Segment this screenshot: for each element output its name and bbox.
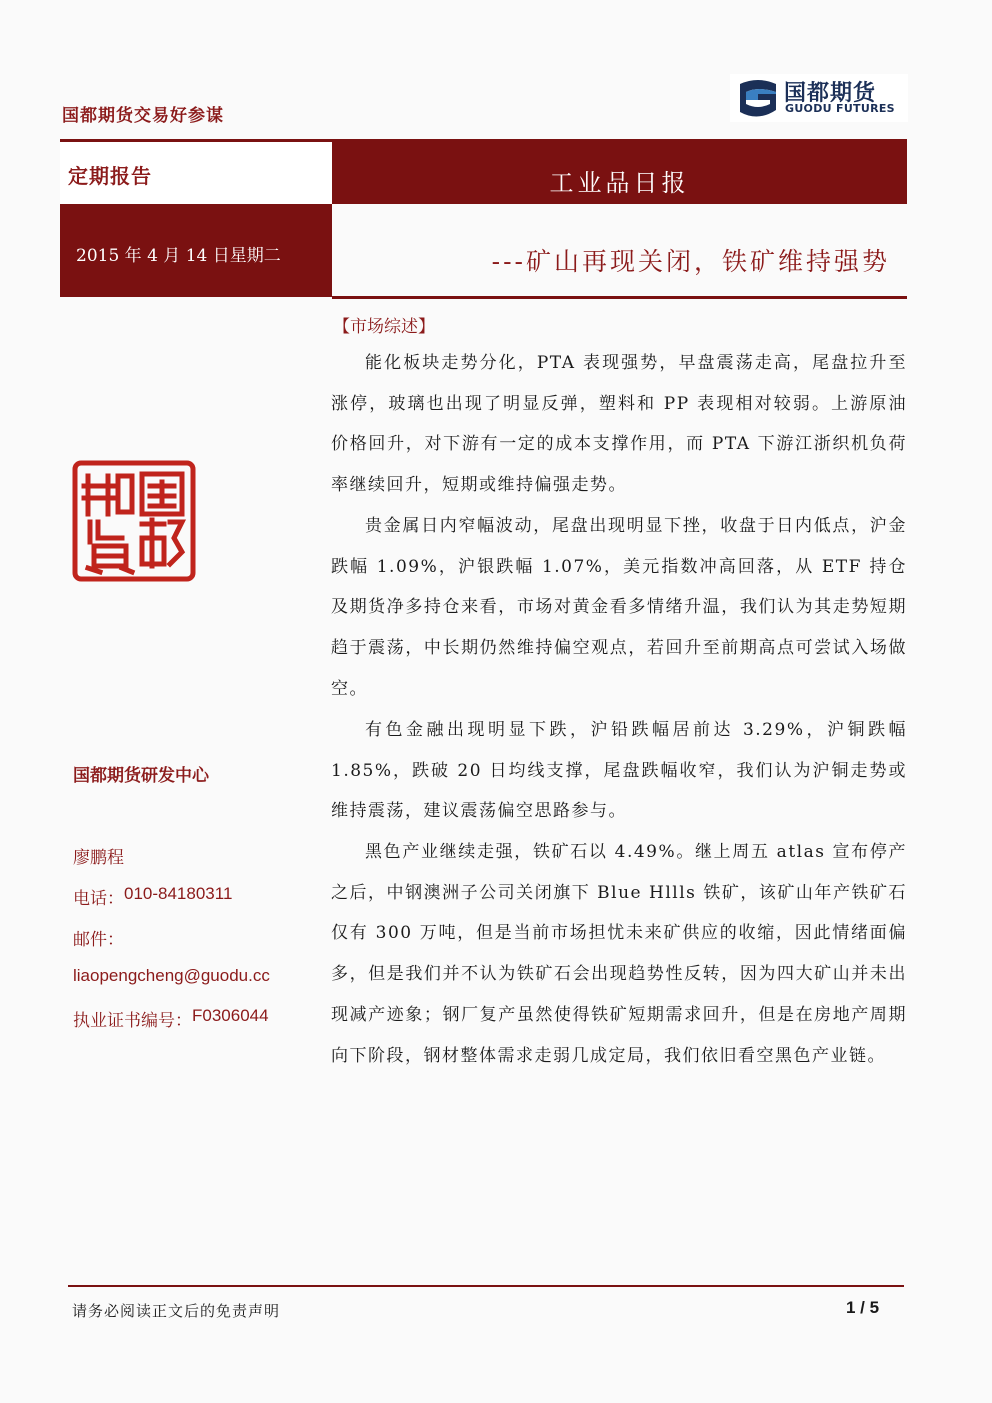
logo-chinese-name: 国都期货 bbox=[784, 81, 877, 106]
report-title: 工业品日报 bbox=[549, 169, 690, 197]
paragraph-nonferrous-metals: 有色金融出现明显下跌，沪铅跌幅居前达 3.29%，沪铜跌幅 1.85%，跌破 20 日均线支撑，尾盘跌幅收窄，我们认为沪铜走势或维持震荡，建议震荡偏空思路参与。 bbox=[331, 720, 907, 822]
email-label: 邮件： bbox=[73, 930, 124, 950]
analyst-name: 廖鹏程 bbox=[73, 848, 124, 868]
subtitle-rule bbox=[332, 296, 907, 299]
research-center-name: 国都期货研发中心 bbox=[73, 766, 209, 786]
email-address[interactable]: liaopengcheng@guodu.cc bbox=[73, 966, 270, 985]
certificate-number: F0306044 bbox=[192, 1006, 269, 1025]
paragraph-ferrous-industry: 黑色产业继续走强，铁矿石以 4.49%。继上周五 atlas 宣布停产之后，中钢澳洲子公司关闭旗下 Blue Hllls 铁矿，该矿山年产铁矿石仅有 300 万吨，但是当前市场担忧未来矿供应的收缩，因此情绪面偏多，但是我们并不认为铁矿石会出现趋势性反转，因为四大矿山并未出现减产迹象；钢厂复产虽然使得铁矿短期需求回升，但是在房地产周期向下阶段，钢材整体需求走弱几成定局，我们依旧看空黑色产业链。 bbox=[331, 842, 907, 1066]
company-tagline: 国都期货交易好参谋 bbox=[62, 106, 224, 126]
phone-number: 010-84180311 bbox=[124, 884, 233, 903]
paragraph-energy-chemicals: 能化板块走势分化，PTA 表现强势，早盘震荡走高，尾盘拉升至涨停，玻璃也出现了明显反弹，塑料和 PP 表现相对较弱。上游原油价格回升，对下游有一定的成本支撑作用，而 PTA 下游江浙织机负荷率继续回升，短期或维持偏强走势。 bbox=[331, 353, 907, 496]
footer-rule bbox=[68, 1285, 904, 1287]
disclaimer-note: 请务必阅读正文后的免责声明 bbox=[72, 1302, 281, 1320]
certificate-row bbox=[73, 1006, 269, 1031]
logo-mark-icon bbox=[736, 78, 780, 118]
section-title: 【市场综述】 bbox=[333, 317, 435, 337]
page-number: 1 / 5 bbox=[846, 1298, 880, 1317]
phone-label: 电话： bbox=[73, 889, 124, 909]
report-type-label: 定期报告 bbox=[68, 164, 152, 188]
logo-english-name: GUODU FUTURES bbox=[785, 102, 895, 115]
report-subtitle: ---矿山再现关闭，铁矿维持强势 bbox=[491, 247, 890, 276]
paragraph-precious-metals: 贵金属日内窄幅波动，尾盘出现明显下挫，收盘于日内低点，沪金跌幅 1.09%，沪银跌幅 1.07%，美元指数冲高回落，从 ETF 持仓及期货净多持仓来看，市场对黄金看多情绪升温，我们认为其走势短期趋于震荡，中长期仍然维持偏空观点，若回升至前期高点可尝试入场做空。 bbox=[331, 516, 907, 699]
company-seal-stamp bbox=[72, 460, 196, 582]
report-date: 2015 年 4 月 14 日星期二 bbox=[76, 246, 281, 266]
phone-row bbox=[73, 884, 232, 909]
certificate-label: 执业证书编号： bbox=[73, 1011, 192, 1031]
company-logo bbox=[730, 74, 908, 122]
